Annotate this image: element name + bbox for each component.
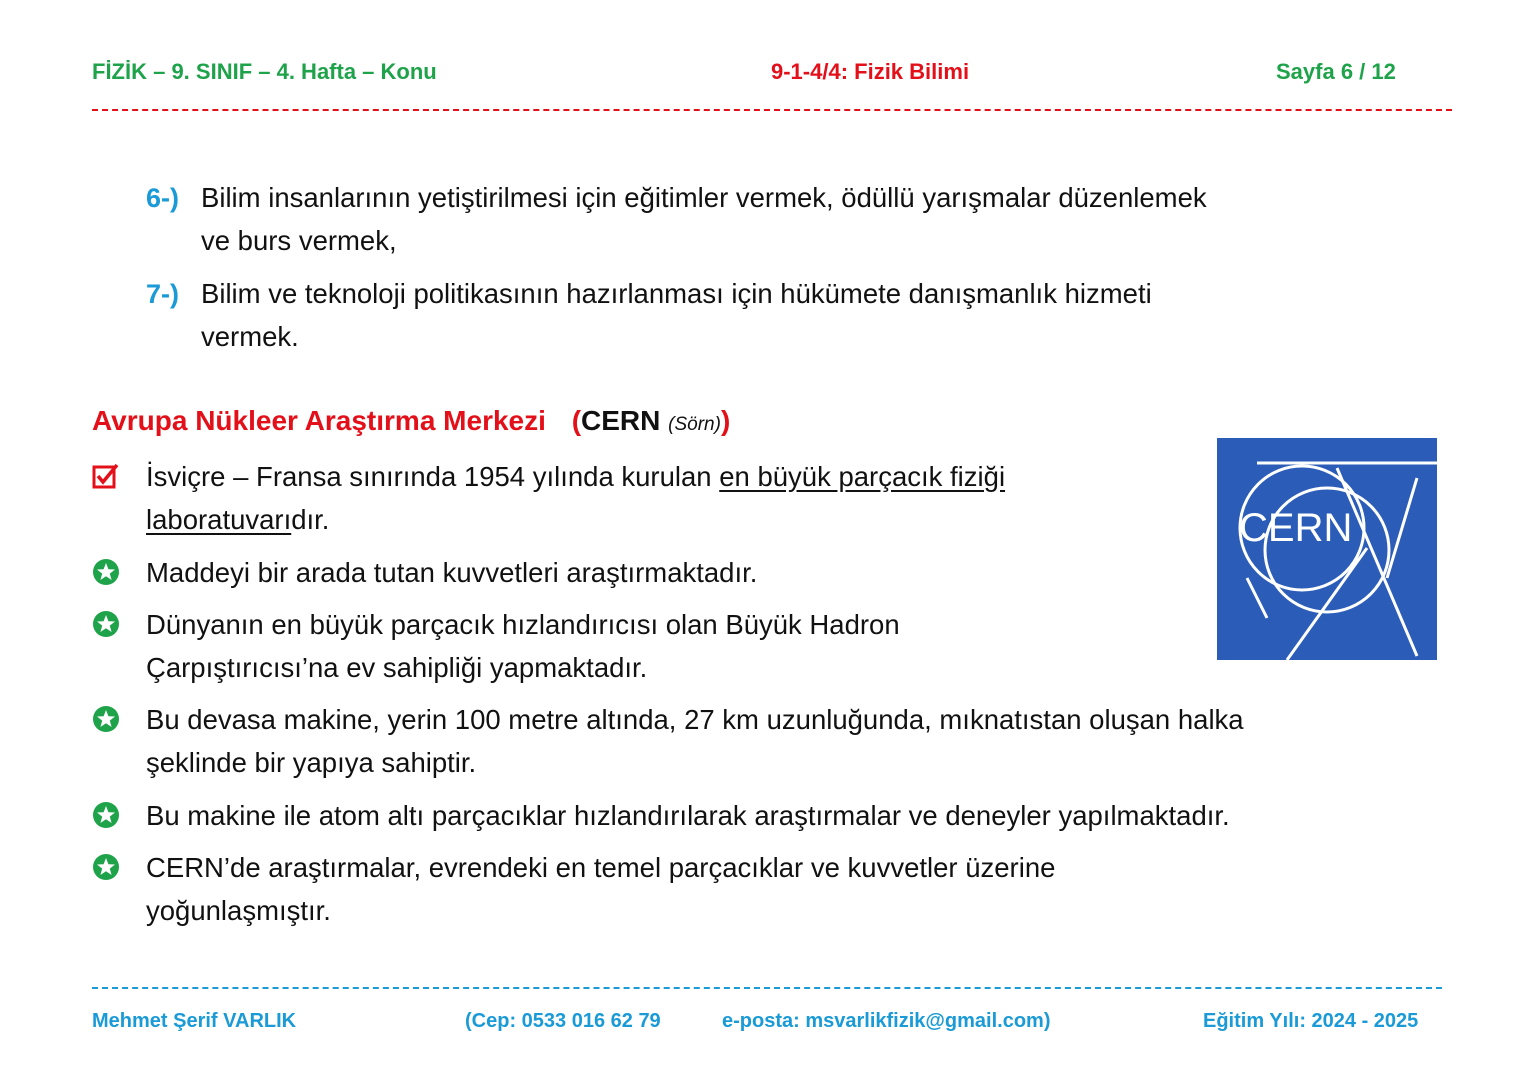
item-text: Bilim ve teknoloji politikasının hazırlanması için hükümete danışmanlık hizmeti xyxy=(201,278,1152,309)
star-icon xyxy=(92,558,120,586)
paren: ( xyxy=(571,405,582,436)
bullet-text: yoğunlaşmıştır. xyxy=(146,895,331,926)
item-text: ve burs vermek, xyxy=(201,225,397,256)
star-icon xyxy=(92,610,120,638)
item-number: 7-) xyxy=(146,279,179,309)
star-icon xyxy=(92,801,120,829)
star-icon xyxy=(92,853,120,881)
bullet-text: Dünyanın en büyük parçacık hızlandırıcısı olan Büyük Hadron xyxy=(146,609,900,640)
header-page-number: Sayfa 6 / 12 xyxy=(1276,59,1396,84)
section-title-text: Avrupa Nükleer Araştırma Merkezi xyxy=(92,405,546,436)
header-topic: 9-1-4/4: Fizik Bilimi xyxy=(771,59,970,84)
footer-author: Mehmet Şerif VARLIK xyxy=(92,1010,297,1032)
footer-email: e-posta: msvarlikfizik@gmail.com) xyxy=(722,1010,1051,1032)
item-text: Bilim insanlarının yetiştirilmesi için eğitimler vermek, ödüllü yarışmalar düzenlemek xyxy=(201,182,1207,213)
pronunciation: (Sörn) xyxy=(668,414,721,435)
bullet-text: Maddeyi bir arada tutan kuvvetleri araştırmaktadır. xyxy=(146,557,758,588)
footer-year: Eğitim Yılı: 2024 - 2025 xyxy=(1203,1010,1419,1032)
star-icon xyxy=(92,705,120,733)
bullet-text: Çarpıştırıcısı’na ev sahipliği yapmaktadır. xyxy=(146,652,648,683)
checkbox-checked-icon xyxy=(92,462,120,490)
footer-divider xyxy=(92,987,1442,989)
bullet-text: laboratuvarıdır. xyxy=(146,504,330,535)
bullet-text: şeklinde bir yapıya sahiptir. xyxy=(146,747,477,778)
header-divider xyxy=(92,109,1452,111)
bullet-text: İsviçre – Fransa sınırında 1954 yılında kurulan en büyük parçacık fiziği xyxy=(146,461,1006,492)
header-subject: FİZİK – 9. SINIF – 4. Hafta – Konu xyxy=(92,59,437,84)
bullet-text: CERN’de araştırmalar, evrendeki en temel parçacıklar ve kuvvetler üzerine xyxy=(146,852,1056,883)
footer-phone: (Cep: 0533 016 62 79 xyxy=(465,1010,661,1032)
section-abbr: CERN xyxy=(581,405,661,436)
item-number: 6-) xyxy=(146,183,179,213)
cern-logo xyxy=(1217,438,1437,660)
item-text: vermek. xyxy=(201,321,299,352)
bullet-text: Bu devasa makine, yerin 100 metre altında, 27 km uzunluğunda, mıknatıstan oluşan halka xyxy=(146,704,1244,735)
paren: ) xyxy=(720,405,731,436)
logo-text: CERN xyxy=(1239,506,1353,550)
bullet-text: Bu makine ile atom altı parçacıklar hızlandırılarak araştırmalar ve deneyler yapılmaktadır. xyxy=(146,800,1230,831)
section-title xyxy=(92,405,730,437)
